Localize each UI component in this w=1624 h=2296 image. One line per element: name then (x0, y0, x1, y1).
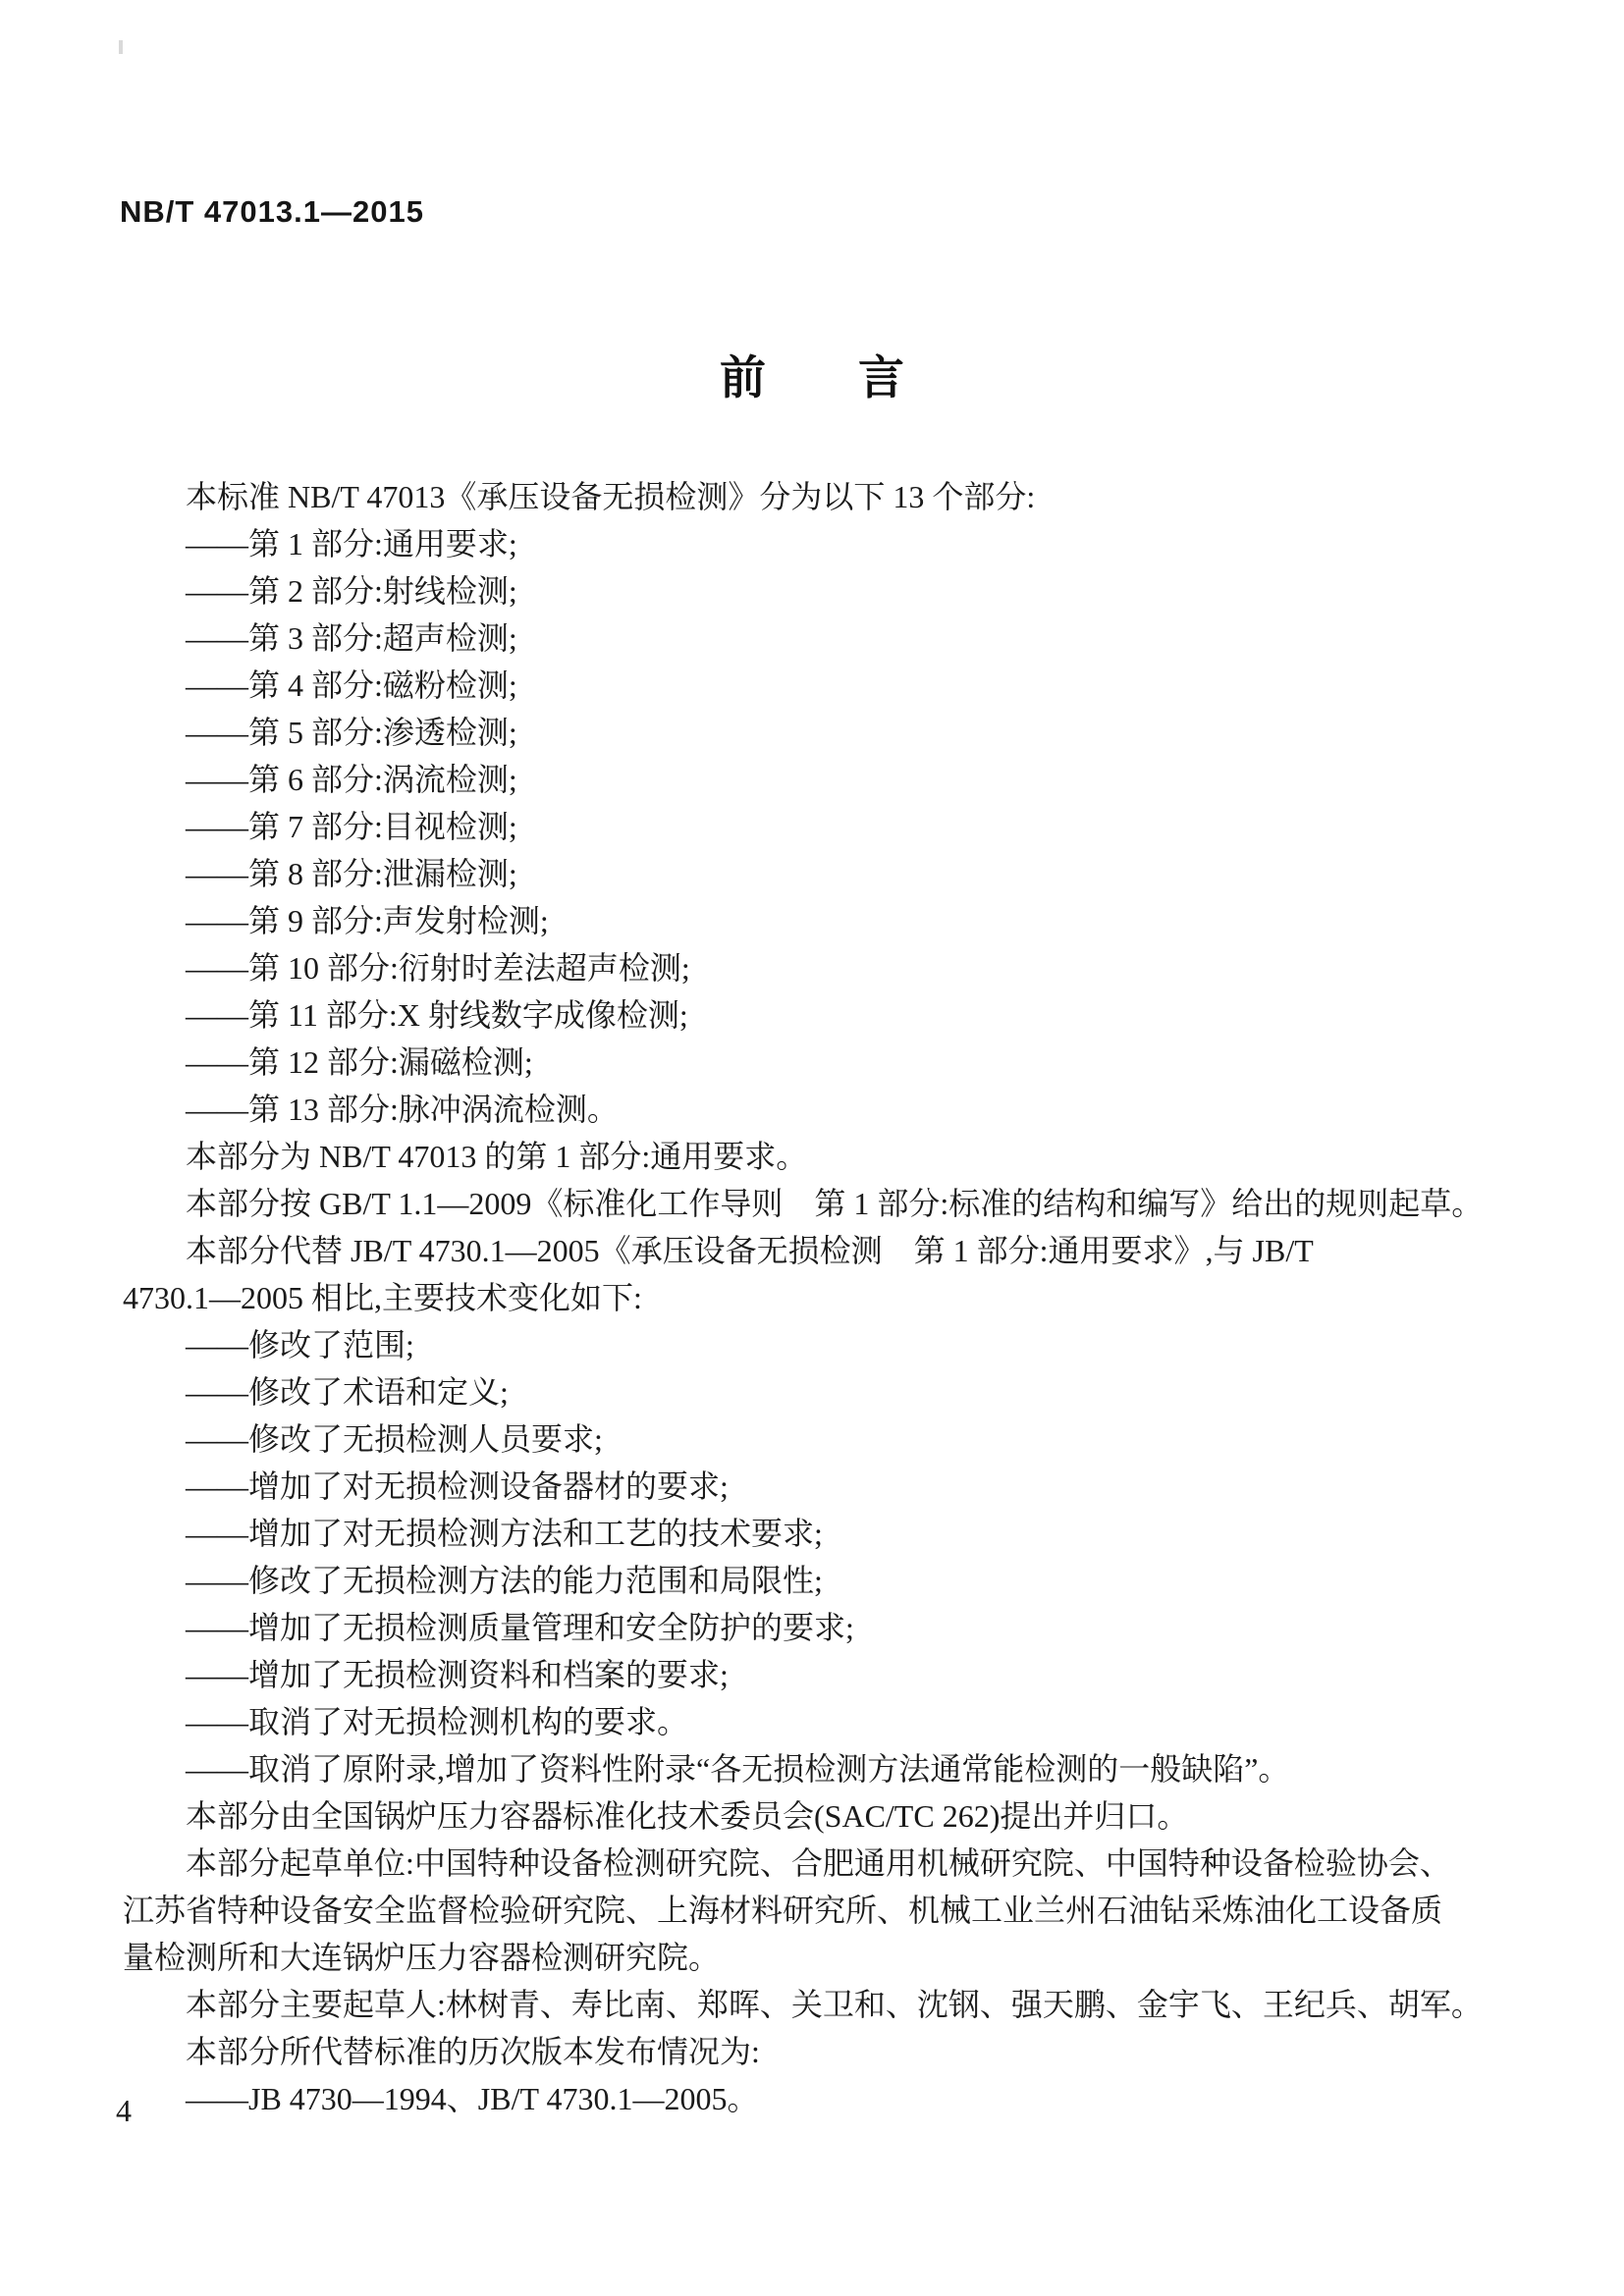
scan-artifact (119, 40, 123, 54)
paragraph-drafting-units-continuation-2: 量检测所和大连锅炉压力容器检测研究院。 (123, 1940, 721, 1975)
standard-code: NB/T 47013.1—2015 (120, 194, 424, 229)
paragraph-committee: 本部分由全国锅炉压力容器标准化技术委员会(SAC/TC 262)提出并归口。 (186, 1798, 1189, 1834)
part-list-item-10: ——第 10 部分:衍射时差法超声检测; (186, 950, 690, 986)
change-item-5: ——增加了对无损检测方法和工艺的技术要求; (186, 1516, 823, 1551)
paragraph-parts-intro: 本标准 NB/T 47013《承压设备无损检测》分为以下 13 个部分: (186, 479, 1036, 514)
part-list-item-7: ——第 7 部分:目视检测; (186, 809, 517, 844)
paragraph-drafting-units: 本部分起草单位:中国特种设备检测研究院、合肥通用机械研究院、中国特种设备检验协会、 (186, 1845, 1451, 1881)
page-number: 4 (116, 2093, 132, 2128)
change-item-9: ——取消了对无损检测机构的要求。 (186, 1704, 689, 1739)
paragraph-history-intro: 本部分所代替标准的历次版本发布情况为: (186, 2034, 760, 2069)
part-list-item-6: ——第 6 部分:涡流检测; (186, 762, 517, 797)
change-item-3: ——修改了无损检测人员要求; (186, 1421, 603, 1457)
part-list-item-11: ——第 11 部分:X 射线数字成像检测; (186, 997, 688, 1033)
part-list-item-1: ——第 1 部分:通用要求; (186, 526, 517, 561)
paragraph-replaces: 本部分代替 JB/T 4730.1—2005《承压设备无损检测 第 1 部分:通用要求》,与 JB/T (186, 1233, 1314, 1268)
part-list-item-3: ——第 3 部分:超声检测; (186, 620, 517, 656)
part-list-item-13: ——第 13 部分:脉冲涡流检测。 (186, 1092, 619, 1127)
change-item-8: ——增加了无损检测资料和档案的要求; (186, 1657, 729, 1692)
part-list-item-5: ——第 5 部分:渗透检测; (186, 715, 517, 750)
part-list-item-2: ——第 2 部分:射线检测; (186, 573, 517, 609)
change-item-7: ——增加了无损检测质量管理和安全防护的要求; (186, 1610, 854, 1645)
part-list-item-4: ——第 4 部分:磁粉检测; (186, 667, 517, 703)
part-list-item-12: ——第 12 部分:漏磁检测; (186, 1044, 533, 1080)
change-item-2: ——修改了术语和定义; (186, 1374, 509, 1410)
paragraph-drafting-rule: 本部分按 GB/T 1.1—2009《标准化工作导则 第 1 部分:标准的结构和编写》给出的规则起草。 (186, 1186, 1484, 1221)
paragraph-drafters: 本部分主要起草人:林树青、寿比南、郑晖、关卫和、沈钢、强天鹏、金宇飞、王纪兵、胡军。 (186, 1987, 1483, 2022)
paragraph-drafting-units-continuation-1: 江苏省特种设备安全监督检验研究院、上海材料研究所、机械工业兰州石油钻采炼油化工设备质 (123, 1893, 1443, 1928)
paragraph-history-versions: ——JB 4730—1994、JB/T 4730.1—2005。 (186, 2081, 759, 2116)
part-list-item-9: ——第 9 部分:声发射检测; (186, 903, 549, 938)
change-item-6: ——修改了无损检测方法的能力范围和局限性; (186, 1563, 823, 1598)
change-item-1: ——修改了范围; (186, 1327, 414, 1362)
paragraph-this-part: 本部分为 NB/T 47013 的第 1 部分:通用要求。 (186, 1139, 808, 1174)
change-item-10: ——取消了原附录,增加了资料性附录“各无损检测方法通常能检测的一般缺陷”。 (186, 1751, 1290, 1787)
page-title: 前 言 (720, 351, 904, 403)
paragraph-replaces-continuation: 4730.1—2005 相比,主要技术变化如下: (123, 1280, 642, 1315)
part-list-item-8: ——第 8 部分:泄漏检测; (186, 856, 517, 891)
foreword-body (123, 473, 1517, 2122)
change-item-4: ——增加了对无损检测设备器材的要求; (186, 1468, 729, 1504)
